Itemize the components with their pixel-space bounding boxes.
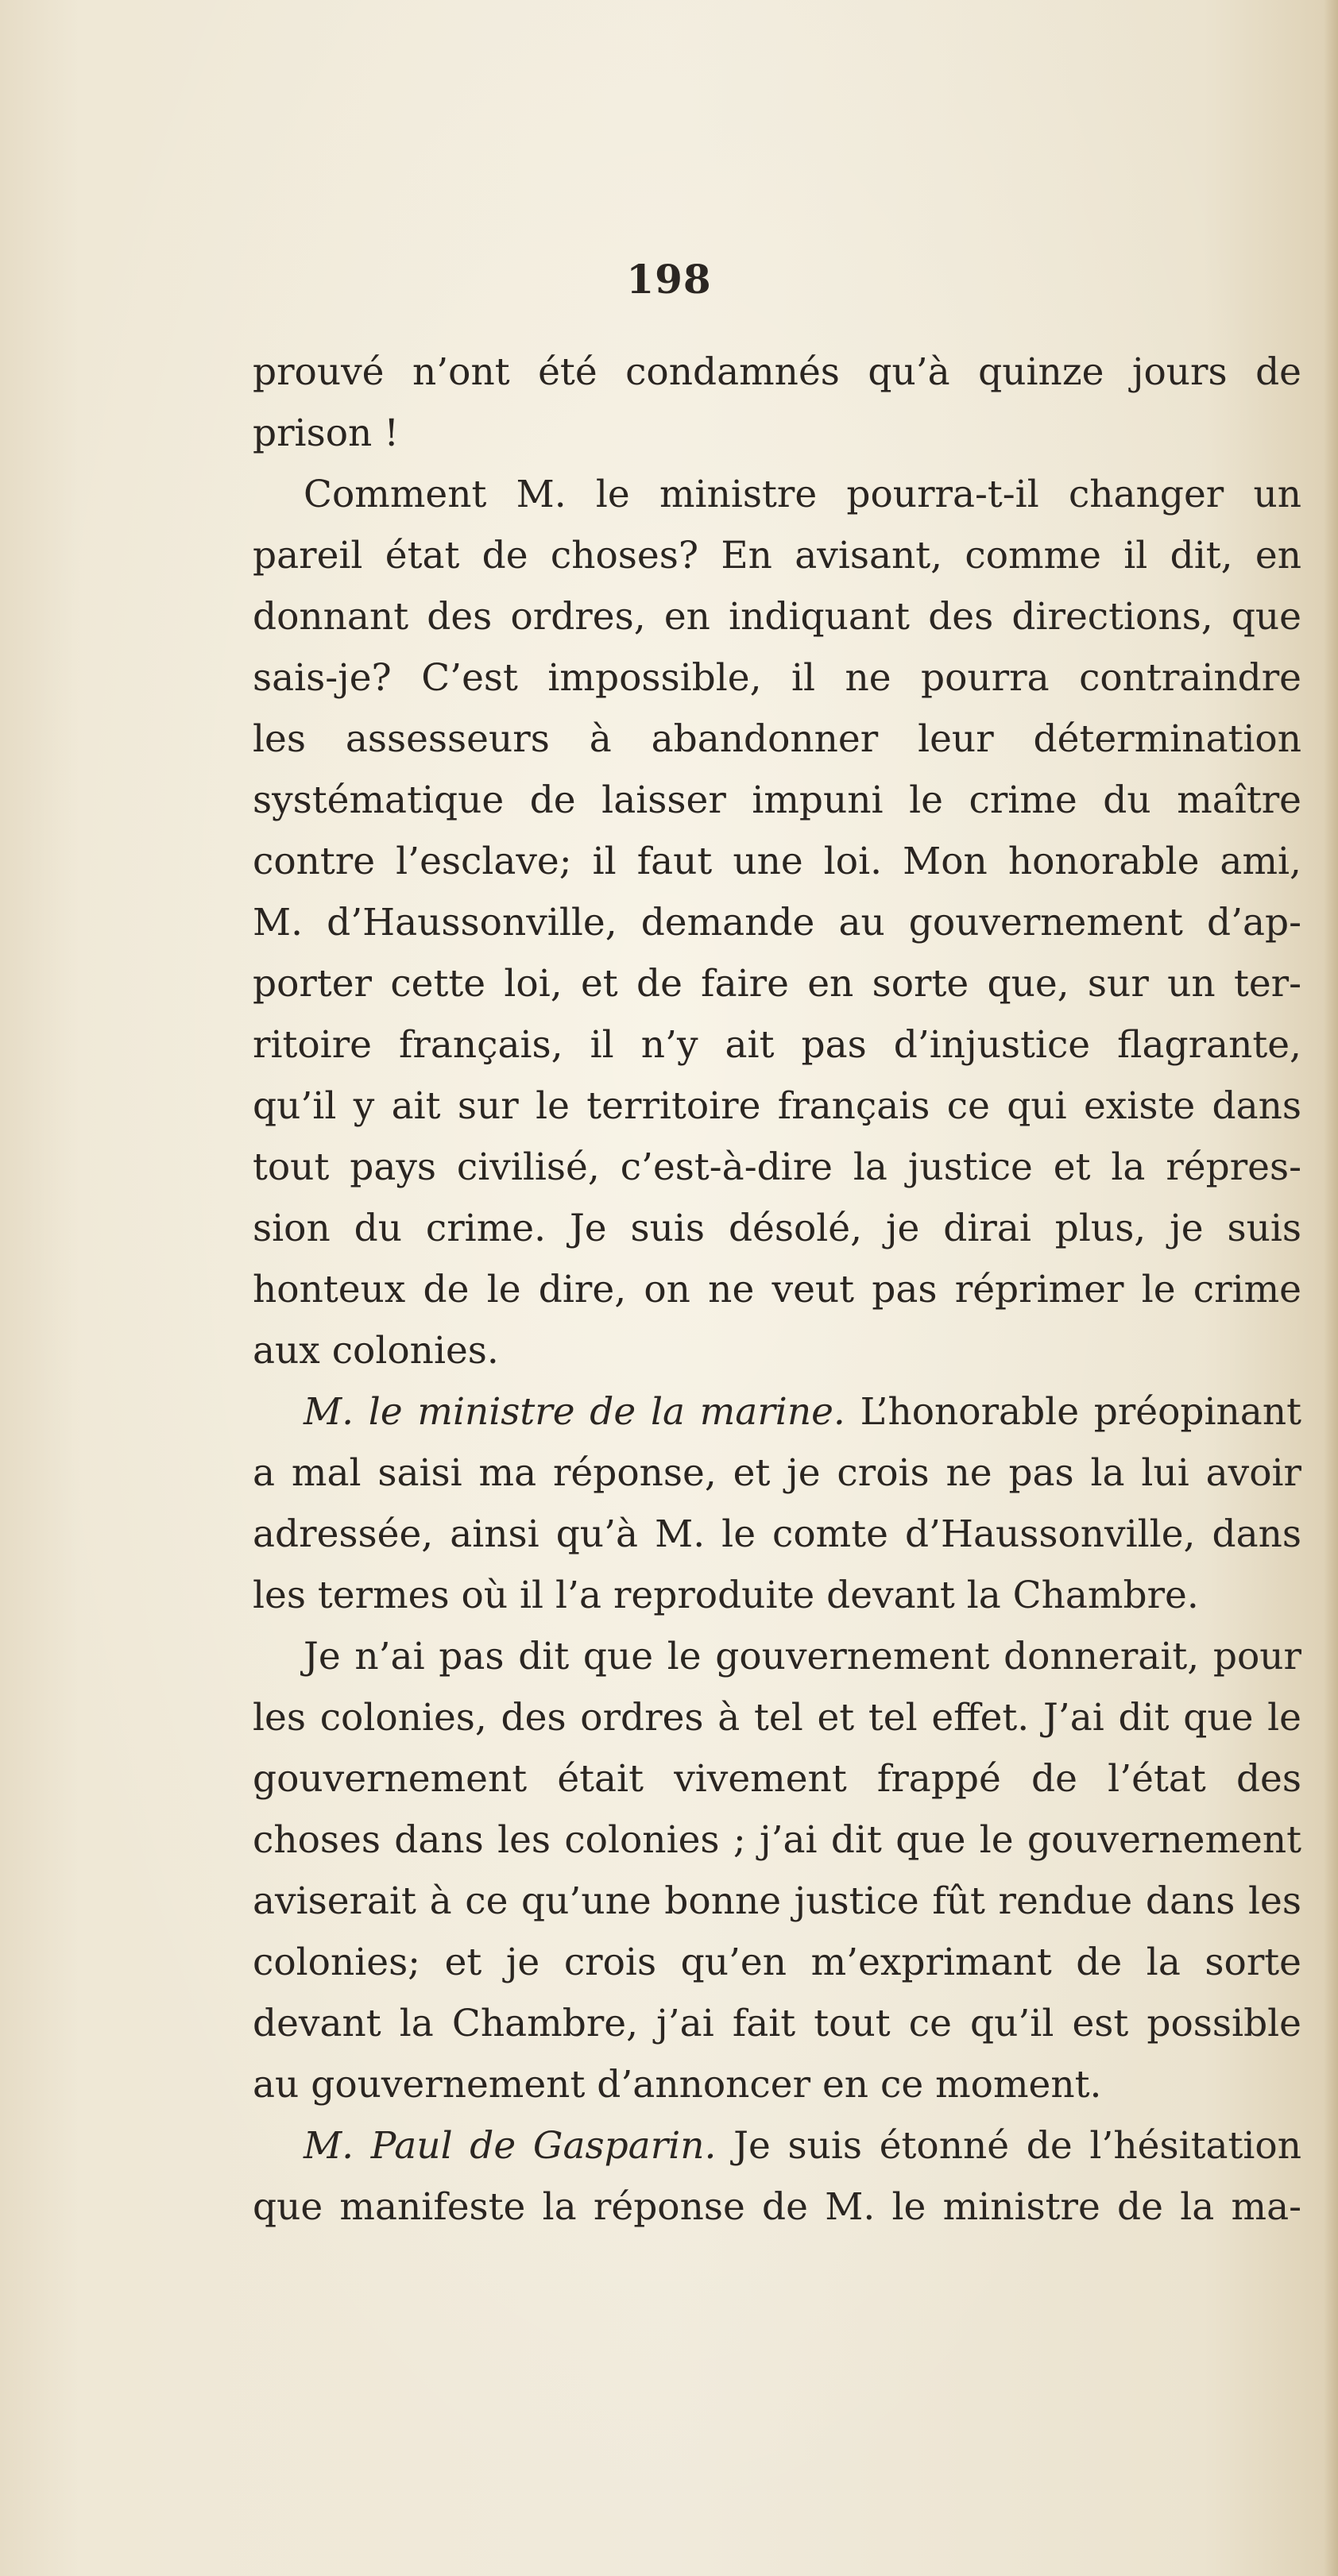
text-line bbox=[253, 1748, 1301, 1809]
line-text: aux colonies. bbox=[253, 1329, 499, 1373]
line-text: les termes où il l’a reproduite devant la Chambre. bbox=[253, 1574, 1199, 1617]
body-text bbox=[253, 342, 1301, 2238]
line-text: aviserait à ce qu’une bonne justice fût rendue dans les bbox=[253, 1879, 1301, 1923]
line-text: qu’il y ait sur le territoire français ce qui existe dans bbox=[253, 1084, 1301, 1128]
text-line bbox=[253, 1014, 1301, 1076]
text-line bbox=[253, 464, 1301, 525]
line-text: au gouvernement d’annoncer en ce moment. bbox=[253, 2063, 1102, 2107]
line-text: Je suis étonné de l’hésitation bbox=[716, 2124, 1301, 2168]
line-text: gouvernement était vivement frappé de l’état des bbox=[253, 1757, 1301, 1801]
line-text: porter cette loi, et de faire en sorte que, sur un ter- bbox=[253, 962, 1301, 1006]
text-line bbox=[253, 1076, 1301, 1137]
line-text: prison ! bbox=[253, 411, 400, 455]
line-text: les colonies, des ordres à tel et tel effet. J’ai dit que le bbox=[253, 1696, 1301, 1740]
text-line bbox=[253, 1809, 1301, 1871]
text-line bbox=[253, 709, 1301, 770]
text-line bbox=[253, 953, 1301, 1014]
text-line bbox=[253, 1320, 1301, 1381]
text-line bbox=[253, 403, 1301, 464]
line-text: M. d’Haussonville, demande au gouvernement d’ap- bbox=[253, 901, 1301, 944]
text-line bbox=[253, 647, 1301, 709]
line-text: systématique de laisser impuni le crime du maître bbox=[253, 778, 1301, 822]
text-line bbox=[253, 1993, 1301, 2054]
text-line bbox=[253, 892, 1301, 953]
line-text: que manifeste la réponse de M. le ministre de la ma- bbox=[253, 2185, 1301, 2229]
text-line bbox=[253, 1687, 1301, 1748]
text-line bbox=[253, 1442, 1301, 1504]
text-line bbox=[253, 1565, 1301, 1626]
speaker-name: M. le ministre de la marine. bbox=[304, 1390, 845, 1434]
text-line bbox=[253, 1381, 1301, 1442]
text-line bbox=[253, 586, 1301, 647]
line-text: sion du crime. Je suis désolé, je dirai plus, je suis bbox=[253, 1207, 1301, 1250]
line-text: prouvé n’ont été condamnés qu’à quinze jours de bbox=[253, 350, 1301, 394]
text-line bbox=[253, 342, 1301, 403]
text-line bbox=[253, 2176, 1301, 2238]
text-line bbox=[253, 2054, 1301, 2115]
text-line bbox=[253, 525, 1301, 586]
line-text: contre l’esclave; il faut une loi. Mon honorable ami, bbox=[253, 840, 1301, 883]
line-text: a mal saisi ma réponse, et je crois ne pas la lui avoir bbox=[253, 1451, 1301, 1495]
text-line bbox=[253, 1259, 1301, 1320]
text-line bbox=[253, 1626, 1301, 1687]
line-text: pareil état de choses? En avisant, comme il dit, en bbox=[253, 534, 1301, 577]
text-line bbox=[253, 1198, 1301, 1259]
text-line bbox=[253, 1504, 1301, 1565]
line-text: honteux de le dire, on ne veut pas réprimer le crime bbox=[253, 1268, 1301, 1311]
text-line bbox=[253, 2115, 1301, 2176]
line-text: les assesseurs à abandonner leur détermination bbox=[253, 717, 1301, 761]
line-text: devant la Chambre, j’ai fait tout ce qu’il est possible bbox=[253, 2002, 1301, 2045]
line-text: choses dans les colonies ; j’ai dit que le gouvernement bbox=[253, 1818, 1301, 1862]
text-line bbox=[253, 1137, 1301, 1198]
speaker-name: M. Paul de Gasparin. bbox=[304, 2124, 717, 2168]
text-line bbox=[253, 831, 1301, 892]
page-number: 198 bbox=[626, 256, 712, 303]
line-text: sais-je? C’est impossible, il ne pourra contraindre bbox=[253, 656, 1301, 700]
text-line bbox=[253, 1871, 1301, 1932]
line-text: colonies; et je crois qu’en m’exprimant de la sorte bbox=[253, 1941, 1301, 1984]
line-text: L’honorable préopinant bbox=[845, 1390, 1301, 1434]
page-edge-shadow bbox=[1324, 0, 1338, 2576]
line-text: Je n’ai pas dit que le gouvernement donnerait, pour bbox=[304, 1635, 1301, 1678]
line-text: tout pays civilisé, c’est-à-dire la justice et la répres- bbox=[253, 1145, 1301, 1189]
line-text: donnant des ordres, en indiquant des directions, que bbox=[253, 595, 1301, 639]
line-text: Comment M. le ministre pourra-t-il changer un bbox=[304, 473, 1301, 516]
line-text: adressée, ainsi qu’à M. le comte d’Haussonville, dans bbox=[253, 1512, 1301, 1556]
text-line bbox=[253, 770, 1301, 831]
text-line bbox=[253, 1932, 1301, 1993]
line-text: ritoire français, il n’y ait pas d’injustice flagrante, bbox=[253, 1023, 1301, 1067]
